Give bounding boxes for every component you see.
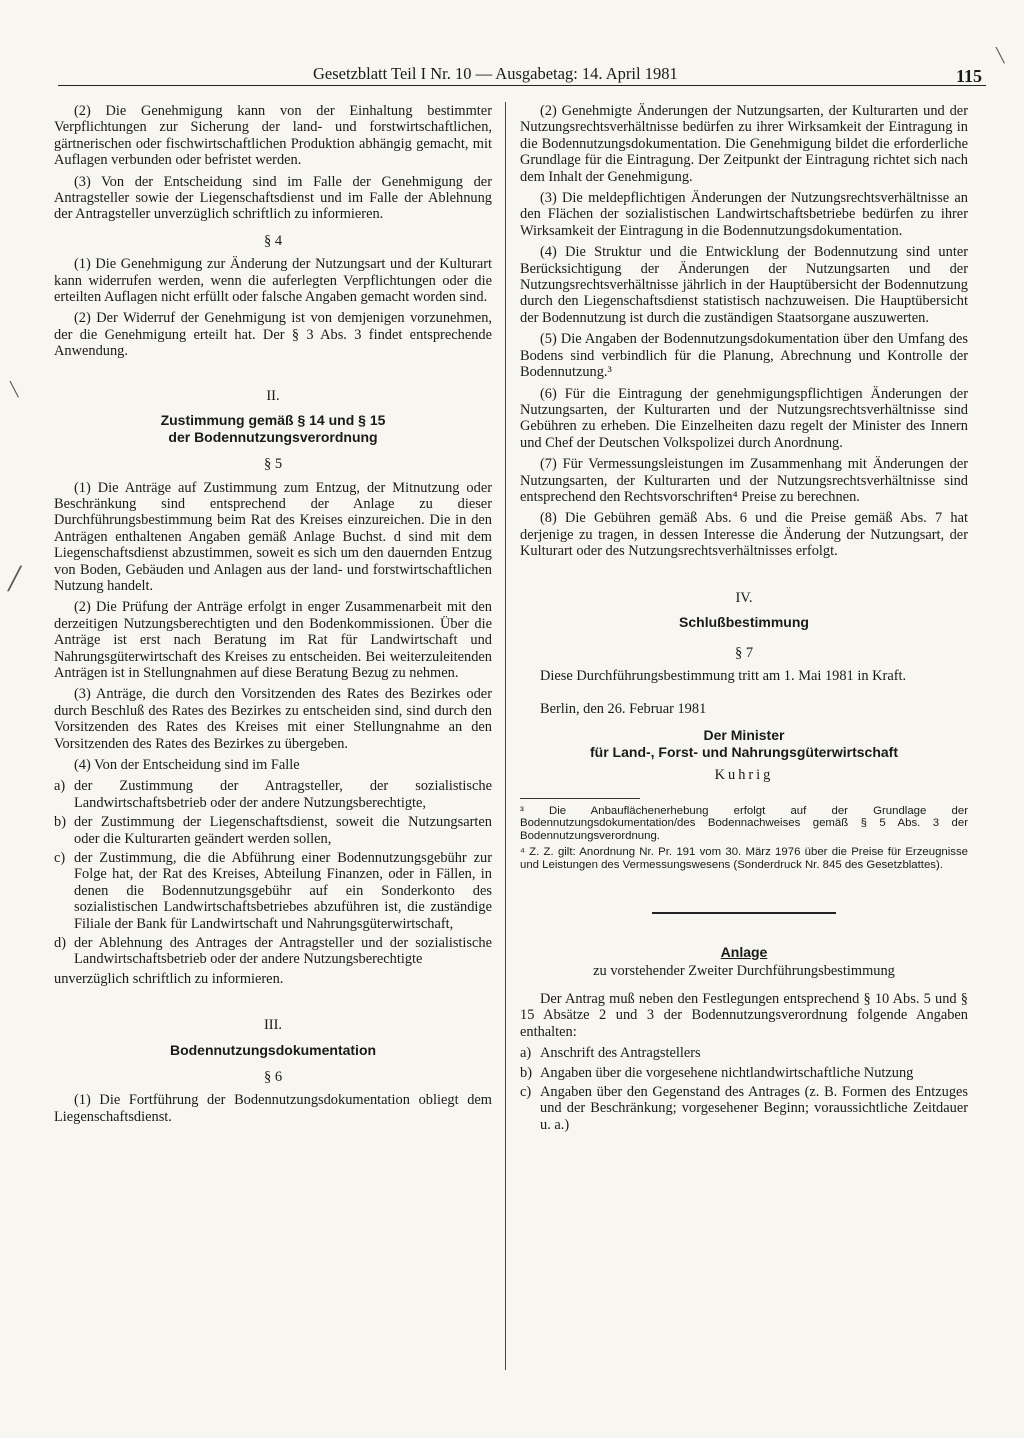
header-rule <box>58 85 986 86</box>
list-item <box>54 935 492 968</box>
list-item <box>520 1084 968 1133</box>
paragraph-6-4: (4) Die Struktur und die Entwicklung der Bodennutzung sind unter Berücksichtigung der Änderungen der Nutzungsarten und der Nutzungsrechtsverhältnisse jährlich in der Hauptübersicht der Bodennutzung durch den Liegenschaftsdienst statistisch nachzuweisen. Die Hauptübersicht der Bodennutzung ist durch die zuständigen Staatsorgane auszuwerten. <box>520 244 968 326</box>
list-text: der Zustimmung, die die Abführung einer Bodennutzungsgebühr zur Folge hat, der Rat des Kreises, Abteilung Finanzen, oder in Fällen, in denen die Bodennutzungsgebühr auf ein Sonderkonto des sozialistischen Landwirtschaftsbetriebes abzuführen ist, die zuständige Filiale der Bank für Landwirtschaft und Nahrungsgüterwirtschaft, <box>74 850 492 932</box>
margin-mark: ╲ <box>10 383 19 398</box>
paragraph-5-1: (1) Die Anträge auf Zustimmung zum Entzug, der Mitnutzung oder Beschränkung sind entsprechend der Anlage zu dieser Durchführungsbestimmung beim Rat des Kreises einzureichen. Die in den Anträgen enthaltenen Angaben gemäß Anlage Buchst. d sind mit dem Liegenschaftsdienst abzustimmen, soweit es sich um den dauernden Entzug von Boden, Gebäuden und Anlagen aus der land- und forstwirtschaftlichen Nutzung handelt. <box>54 479 492 594</box>
list-marker: a) <box>520 1045 532 1062</box>
anlage-list <box>520 1045 968 1133</box>
list-text: der Zustimmung der Liegenschaftsdienst, soweit die Nutzungsarten oder die Kulturarten geändert werden sollen, <box>74 814 492 847</box>
part-2-heading <box>54 412 492 446</box>
notification-list <box>54 778 492 967</box>
footnote-4: ⁴ Z. Z. gilt: Anordnung Nr. Pr. 191 vom 30. März 1976 über die Preise für Erzeugnisse und Leistungen des Vermessungswesens (Sonderdruck Nr. 845 des Gesetzblattes). <box>520 846 968 871</box>
paragraph-6-3: (3) Die meldepflichtigen Änderungen der Nutzungsrechtsverhältnisse an den Flächen der sozialistischen Landwirtschaftsbetriebe bedürfen zu ihrer Wirksamkeit der Eintragung in die Bodennutzungsdokumentation. <box>520 190 968 239</box>
left-column <box>54 103 492 1130</box>
list-text: Anschrift des Antragstellers <box>540 1045 701 1062</box>
list-marker: a) <box>54 778 66 795</box>
part-4-number: IV. <box>735 589 753 606</box>
footnote-3: ³ Die Anbauflächenerhebung erfolgt auf der Grundlage der Bodennutzungsdokumentation/des Bodennachweises gemäß § 5 Abs. 3 der Bodennutzungsverordnung. <box>520 804 968 842</box>
list-item <box>54 814 492 847</box>
signature-title-1: Der Minister <box>703 727 785 744</box>
signature-name: Kuhrig <box>714 767 774 784</box>
column-divider <box>505 102 506 1370</box>
list-marker: d) <box>54 935 66 952</box>
anlage-subtitle: zu vorstehender Zweiter Durchführungsbestimmung <box>593 962 895 979</box>
page-header <box>58 64 986 94</box>
list-item <box>520 1045 968 1061</box>
page-number: 115 <box>955 66 982 86</box>
paragraph-5-4-closing: unverzüglich schriftlich zu informieren. <box>54 970 284 987</box>
list-marker: b) <box>520 1064 532 1081</box>
list-text: der Ablehnung des Antrages der Antragsteller und der sozialistische Landwirtschaftsbetrieb oder der andere Nutzungsberechtigte <box>74 935 492 968</box>
place-and-date: Berlin, den 26. Februar 1981 <box>540 700 707 717</box>
margin-mark: ╱ <box>8 566 22 591</box>
paragraph-6-8: (8) Die Gebühren gemäß Abs. 6 und die Preise gemäß Abs. 7 hat derjenige zu tragen, in dessen Interesse die Änderung der Nutzungsart, der Kulturart oder des Nutzungsrechtsverhältnisses erfolgt. <box>520 510 968 560</box>
part-2-heading-line-2: der Bodennutzungsverordnung <box>168 429 378 446</box>
part-3-heading: Bodennutzungsdokumentation <box>169 1041 377 1058</box>
header-title: Gesetzblatt Teil I Nr. 10 — Ausgabetag: 14. April 1981 <box>313 64 678 83</box>
paragraph-4-1: (1) Die Genehmigung zur Änderung der Nutzungsart und der Kulturart kann widerrufen werden, wenn die auferlegten Verpflichtungen oder die erteilten Auflagen nicht erfüllt oder falsche Angaben gemacht worden sind. <box>54 256 492 306</box>
paragraph-5-3: (3) Anträge, die durch den Vorsitzenden des Rates des Bezirkes oder durch Beschluß des Rates des Bezirkes zu entscheiden sind, sind durch den Vorsitzenden des Rates des Kreises mit einer Stellungnahme an den Vorsitzenden des Rates des Bezirkes zu übergeben. <box>54 686 492 752</box>
paragraph-5-4: (4) Von der Entscheidung sind im Falle <box>74 757 300 773</box>
part-2-number: II. <box>266 387 280 404</box>
list-item <box>54 850 492 932</box>
list-text: Angaben über den Gegenstand des Antrages (z. B. Formen des Entzuges und der Beschränkung; vorgesehener Beginn; voraussichtliche Zeitdauer u. a.) <box>540 1084 968 1133</box>
anlage-title: Anlage <box>720 943 768 960</box>
paragraph-6-7: (7) Für Vermessungsleistungen im Zusammenhang mit Änderungen der Nutzungsarten, der Kulturarten und der Nutzungsrechtsverhältnisse sind entsprechend den Rechtsvorschriften⁴ Preise zu berechnen. <box>520 456 968 505</box>
paragraph-5-2: (2) Die Prüfung der Anträge erfolgt in enger Zusammenarbeit mit den derzeitigen Nutzungsberechtigten und den Bodenkommissionen. Über die Anträge ist erst nach Beratung im Rat für Landwirtschaft und Nahrungsgüterwirtschaft des Kreises zu entscheiden. Bei weiterzuleitenden Anträgen ist in Stellungnahmen auf diese Beratung Bezug zu nehmen. <box>54 599 492 681</box>
paragraph-4-2: (2) Der Widerruf der Genehmigung ist von demjenigen vorzunehmen, der die Genehmigung erteilt hat. Der § 3 Abs. 3 findet entsprechende Anwendung. <box>54 310 492 360</box>
section-4-title: § 4 <box>263 232 283 249</box>
right-column <box>520 103 968 1136</box>
part-2-heading-line-1: Zustimmung gemäß § 14 und § 15 <box>160 412 386 429</box>
part-3-number: III. <box>263 1017 283 1034</box>
list-item <box>520 1065 968 1081</box>
signature-title-2: für Land-, Forst- und Nahrungsgüterwirtschaft <box>590 744 898 761</box>
list-item <box>54 778 492 811</box>
paragraph-6-1: (1) Die Fortführung der Bodennutzungsdokumentation obliegt dem Liegenschaftsdienst. <box>54 1092 492 1125</box>
list-marker: b) <box>54 814 66 831</box>
list-marker: c) <box>520 1084 532 1100</box>
paragraph-3-2: (2) Die Genehmigung kann von der Einhaltung bestimmter Verpflichtungen zur Sicherung der land- und forstwirtschaftlichen, gärtnerischen oder fischwirtschaftlichen Produktion abhängig gemacht, mit Auflagen verbunden oder befristet werden. <box>54 103 492 169</box>
section-6-title: § 6 <box>263 1068 283 1085</box>
anlage-separator <box>652 912 836 914</box>
section-5-title: § 5 <box>263 456 283 473</box>
margin-mark: ╲ <box>996 49 1005 64</box>
list-text: der Zustimmung der Antragsteller, der sozialistische Landwirtschaftsbetrieb oder der andere Nutzungsberechtigte, <box>74 778 492 811</box>
list-text: Angaben über die vorgesehene nichtlandwirtschaftliche Nutzung <box>540 1064 914 1081</box>
list-marker: c) <box>54 850 66 867</box>
paragraph-6-6: (6) Für die Eintragung der genehmigungspflichtigen Änderungen der Nutzungsarten, der Kulturarten und der Nutzungsrechtsverhältnisse sind Gebühren zu erheben. Die Einzelheiten dazu regelt der Minister des Innern und Chef der Deutschen Volkspolizei durch Anordnung. <box>520 385 968 451</box>
paragraph-3-3: (3) Von der Entscheidung sind im Falle der Genehmigung der Antragsteller sowie der Liegenschaftsdienst und im Falle der Ablehnung der Antragsteller unverzüglich schriftlich zu informieren. <box>54 173 492 223</box>
section-7-title: § 7 <box>734 644 754 661</box>
paragraph-7: Diese Durchführungsbestimmung tritt am 1. Mai 1981 in Kraft. <box>540 668 907 685</box>
part-4-heading: Schlußbestimmung <box>679 613 809 630</box>
footnote-rule <box>520 798 640 799</box>
paragraph-6-2: (2) Genehmigte Änderungen der Nutzungsarten, der Kulturarten und der Nutzungsrechtsverhältnisse bedürfen zu ihrer Wirksamkeit der Eintragung in die Bodennutzungsdokumentation. Die Genehmigung bildet die erforderliche Grundlage für die Eintragung. Der Zeitpunkt der Eintragung richtet sich nach dem Inhalt der Genehmigung. <box>520 103 968 185</box>
anlage-intro: Der Antrag muß neben den Festlegungen entsprechend § 10 Abs. 5 und § 15 Absätze 2 und 3 der Bodennutzungsverordnung folgende Angaben enthalten: <box>520 990 968 1040</box>
paragraph-6-5: (5) Die Angaben der Bodennutzungsdokumentation über den Umfang des Bodens sind verbindlich für die Planung, Abrechnung und Kontrolle der Bodennutzung.³ <box>520 331 968 381</box>
